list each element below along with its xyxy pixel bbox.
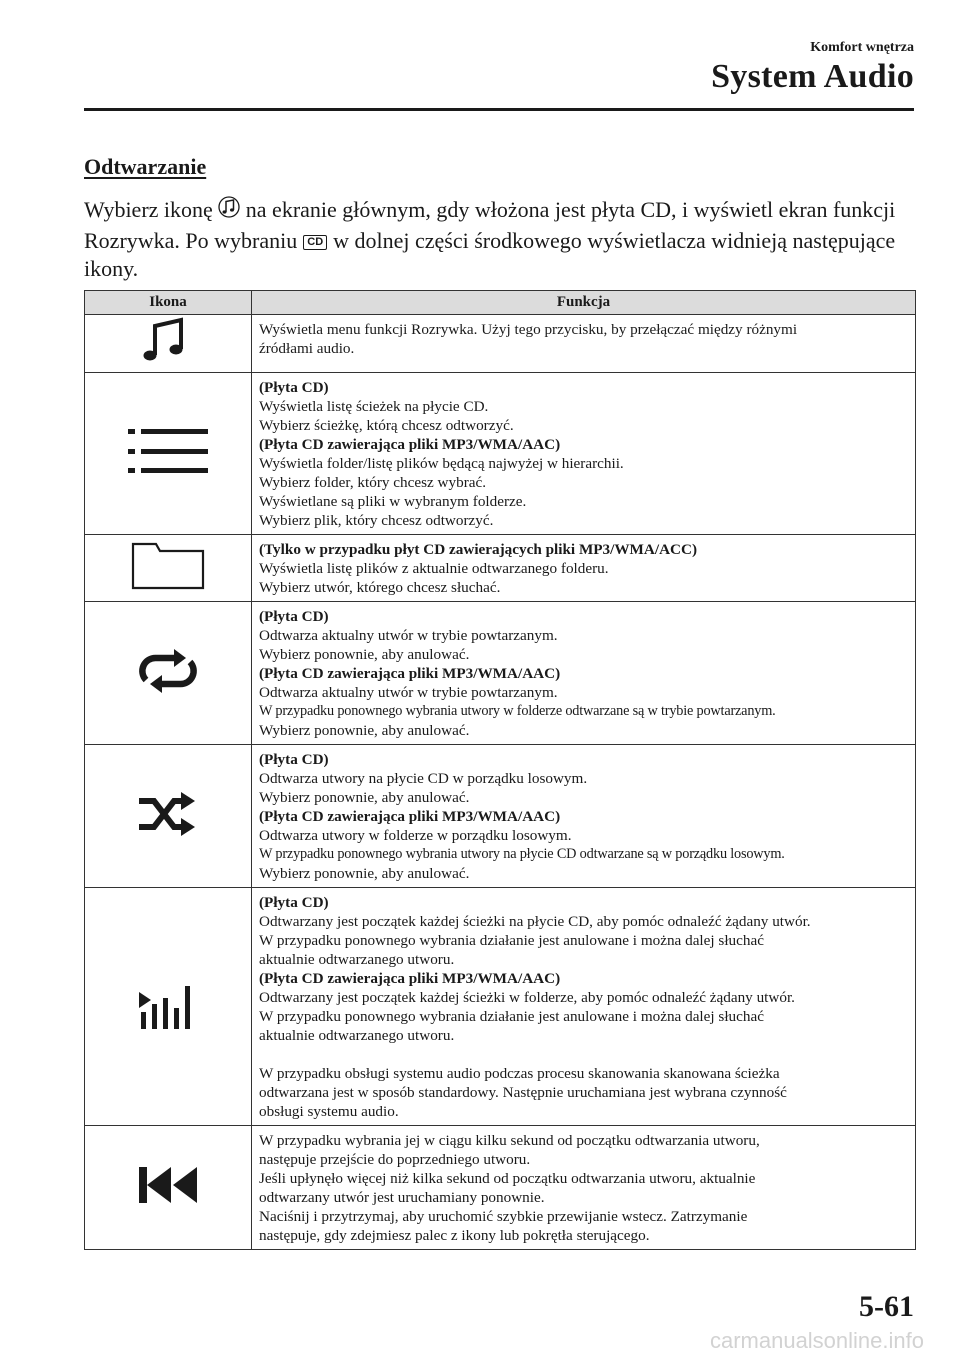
music-note-inline-icon [218,194,240,227]
description-subheading: (Płyta CD zawierająca pliki MP3/WMA/AAC) [259,665,561,682]
header-section-label: Komfort wnętrza [810,40,914,55]
description-line: Wybierz ponownie, aby anulować. [259,789,470,806]
table-row [85,888,916,1126]
page-title: System Audio [711,58,914,95]
description-line: aktualnie odtwarzanego utworu. [259,1027,455,1044]
description-line: Wybierz ponownie, aby anulować. [259,722,470,739]
intro-paragraph [84,194,914,283]
description-line: W przypadku ponownego wybrania działanie jest anulowane i można dalej słuchać [259,932,764,949]
function-description [252,888,916,1126]
cd-badge-icon: CD [303,235,327,250]
description-line: Wyświetlane są pliki w wybranym folderze. [259,493,527,510]
function-table [84,290,916,1250]
description-line: Odtwarza aktualny utwór w trybie powtarzanym. [259,627,558,644]
page-number: 5-61 [859,1290,914,1323]
description-line: Odtwarzany jest początek każdej ścieżki w folderze, aby pomóc odnaleźć żądany utwór. [259,989,795,1006]
description-subheading: (Płyta CD) [259,608,329,625]
description-line: Odtwarza utwory w folderze w porządku losowym. [259,827,572,844]
shuffle-icon [137,823,199,840]
description-line: Wybierz ponownie, aby anulować. [259,646,470,663]
description-line: Wyświetla listę plików z aktualnie odtwarzanego folderu. [259,560,609,577]
intro-text-1: Wybierz ikonę [84,197,213,222]
description-line: Odtwarza aktualny utwór w trybie powtarzanym. [259,684,558,701]
description-line: Odtwarza utwory na płycie CD w porządku losowym. [259,770,588,787]
description-line: W przypadku ponownego wybrania działanie jest anulowane i można dalej słuchać [259,1008,764,1025]
description-line: W przypadku ponownego wybrania utwory w folderze odtwarzane są w trybie powtarzanym. [259,703,776,719]
icon-cell [85,602,252,745]
icon-cell [85,1126,252,1250]
table-row [85,315,916,373]
table-row [85,1126,916,1250]
column-header-icon: Ikona [85,291,252,315]
description-line: odtwarzana jest w sposób standardowy. Następnie uruchamiana jest wybrana czynność [259,1084,787,1101]
intro-text-3: w dolnej części środkowego wyświetlacza widnieją następujące ikony. [84,228,896,281]
description-line: Odtwarzany jest początek każdej ścieżki na płycie CD, aby pomóc odnaleźć żądany utwór. [259,913,811,930]
table-row [85,745,916,888]
table-header-row [85,291,916,315]
description-subheading: (Płyta CD) [259,751,329,768]
section-heading: Odtwarzanie [84,154,207,179]
function-description [252,1126,916,1250]
folder-icon [130,578,206,595]
watermark: carmanualsonline.info [709,1328,924,1353]
description-line: Wybierz utwór, którego chcesz słuchać. [259,579,501,596]
description-subheading: (Płyta CD) [259,894,329,911]
function-description [252,535,916,602]
repeat-icon [136,681,200,698]
table-row [85,373,916,535]
scan-icon [138,1017,198,1034]
header-rule [84,108,914,111]
description-line: aktualnie odtwarzanego utworu. [259,951,455,968]
description-line [259,1045,909,1064]
description-subheading: (Tylko w przypadku płyt CD zawierających pliki MP3/WMA/ACC) [259,541,698,558]
table-row [85,602,916,745]
function-description [252,745,916,888]
skip-back-icon [137,1192,199,1209]
description-line: obsługi systemu audio. [259,1103,399,1120]
description-line: W przypadku obsługi systemu audio podczas procesu skanowania skanowana ścieżka [259,1065,780,1082]
icon-cell [85,315,252,373]
function-description [252,373,916,535]
description-line: następuje, gdy zdejmiesz palec z ikony lub pokrętła sterującego. [259,1227,650,1244]
intro-text-2: na ekranie głównym, gdy włożona jest płyta CD, i wyświetl ekran funkcji Rozrywka. Po wybraniu [84,197,896,253]
description-line: Jeśli upłynęło więcej niż kilka sekund od początku odtwarzania utworu, aktualnie [259,1170,756,1187]
description-line: Wybierz ścieżkę, którą chcesz odtworzyć. [259,417,514,434]
column-header-function: Funkcja [252,291,916,315]
icon-cell [85,745,252,888]
description-subheading: (Płyta CD zawierająca pliki MP3/WMA/AAC) [259,808,561,825]
function-description [252,602,916,745]
description-line: Naciśnij i przytrzymaj, aby uruchomić szybkie przewijanie wstecz. Zatrzymanie [259,1208,748,1225]
description-line: Wyświetla listę ścieżek na płycie CD. [259,398,489,415]
function-description [252,315,916,373]
description-line: Wyświetla menu funkcji Rozrywka. Użyj tego przycisku, by przełączać między różnymi [259,321,798,338]
table-row [85,535,916,602]
music-note-icon [138,353,198,370]
list-icon [128,463,208,480]
description-subheading: (Płyta CD zawierająca pliki MP3/WMA/AAC) [259,436,561,453]
icon-cell [85,535,252,602]
description-line: Wyświetla folder/listę plików będącą najwyżej w hierarchii. [259,455,624,472]
description-line: W przypadku wybrania jej w ciągu kilku sekund od początku odtwarzania utworu, [259,1132,760,1149]
description-line: odtwarzany utwór jest uruchamiany ponownie. [259,1189,545,1206]
description-line: Wybierz plik, który chcesz odtworzyć. [259,512,494,529]
icon-cell [85,888,252,1126]
description-line: następuje przejście do poprzedniego utworu. [259,1151,531,1168]
description-line: W przypadku ponownego wybrania utwory na płycie CD odtwarzane są w porządku losowym. [259,846,785,862]
description-subheading: (Płyta CD) [259,379,329,396]
description-line: Wybierz folder, który chcesz wybrać. [259,474,487,491]
description-subheading: (Płyta CD zawierająca pliki MP3/WMA/AAC) [259,970,561,987]
description-line: źródłami audio. [259,340,355,357]
icon-cell [85,373,252,535]
description-line: Wybierz ponownie, aby anulować. [259,865,470,882]
